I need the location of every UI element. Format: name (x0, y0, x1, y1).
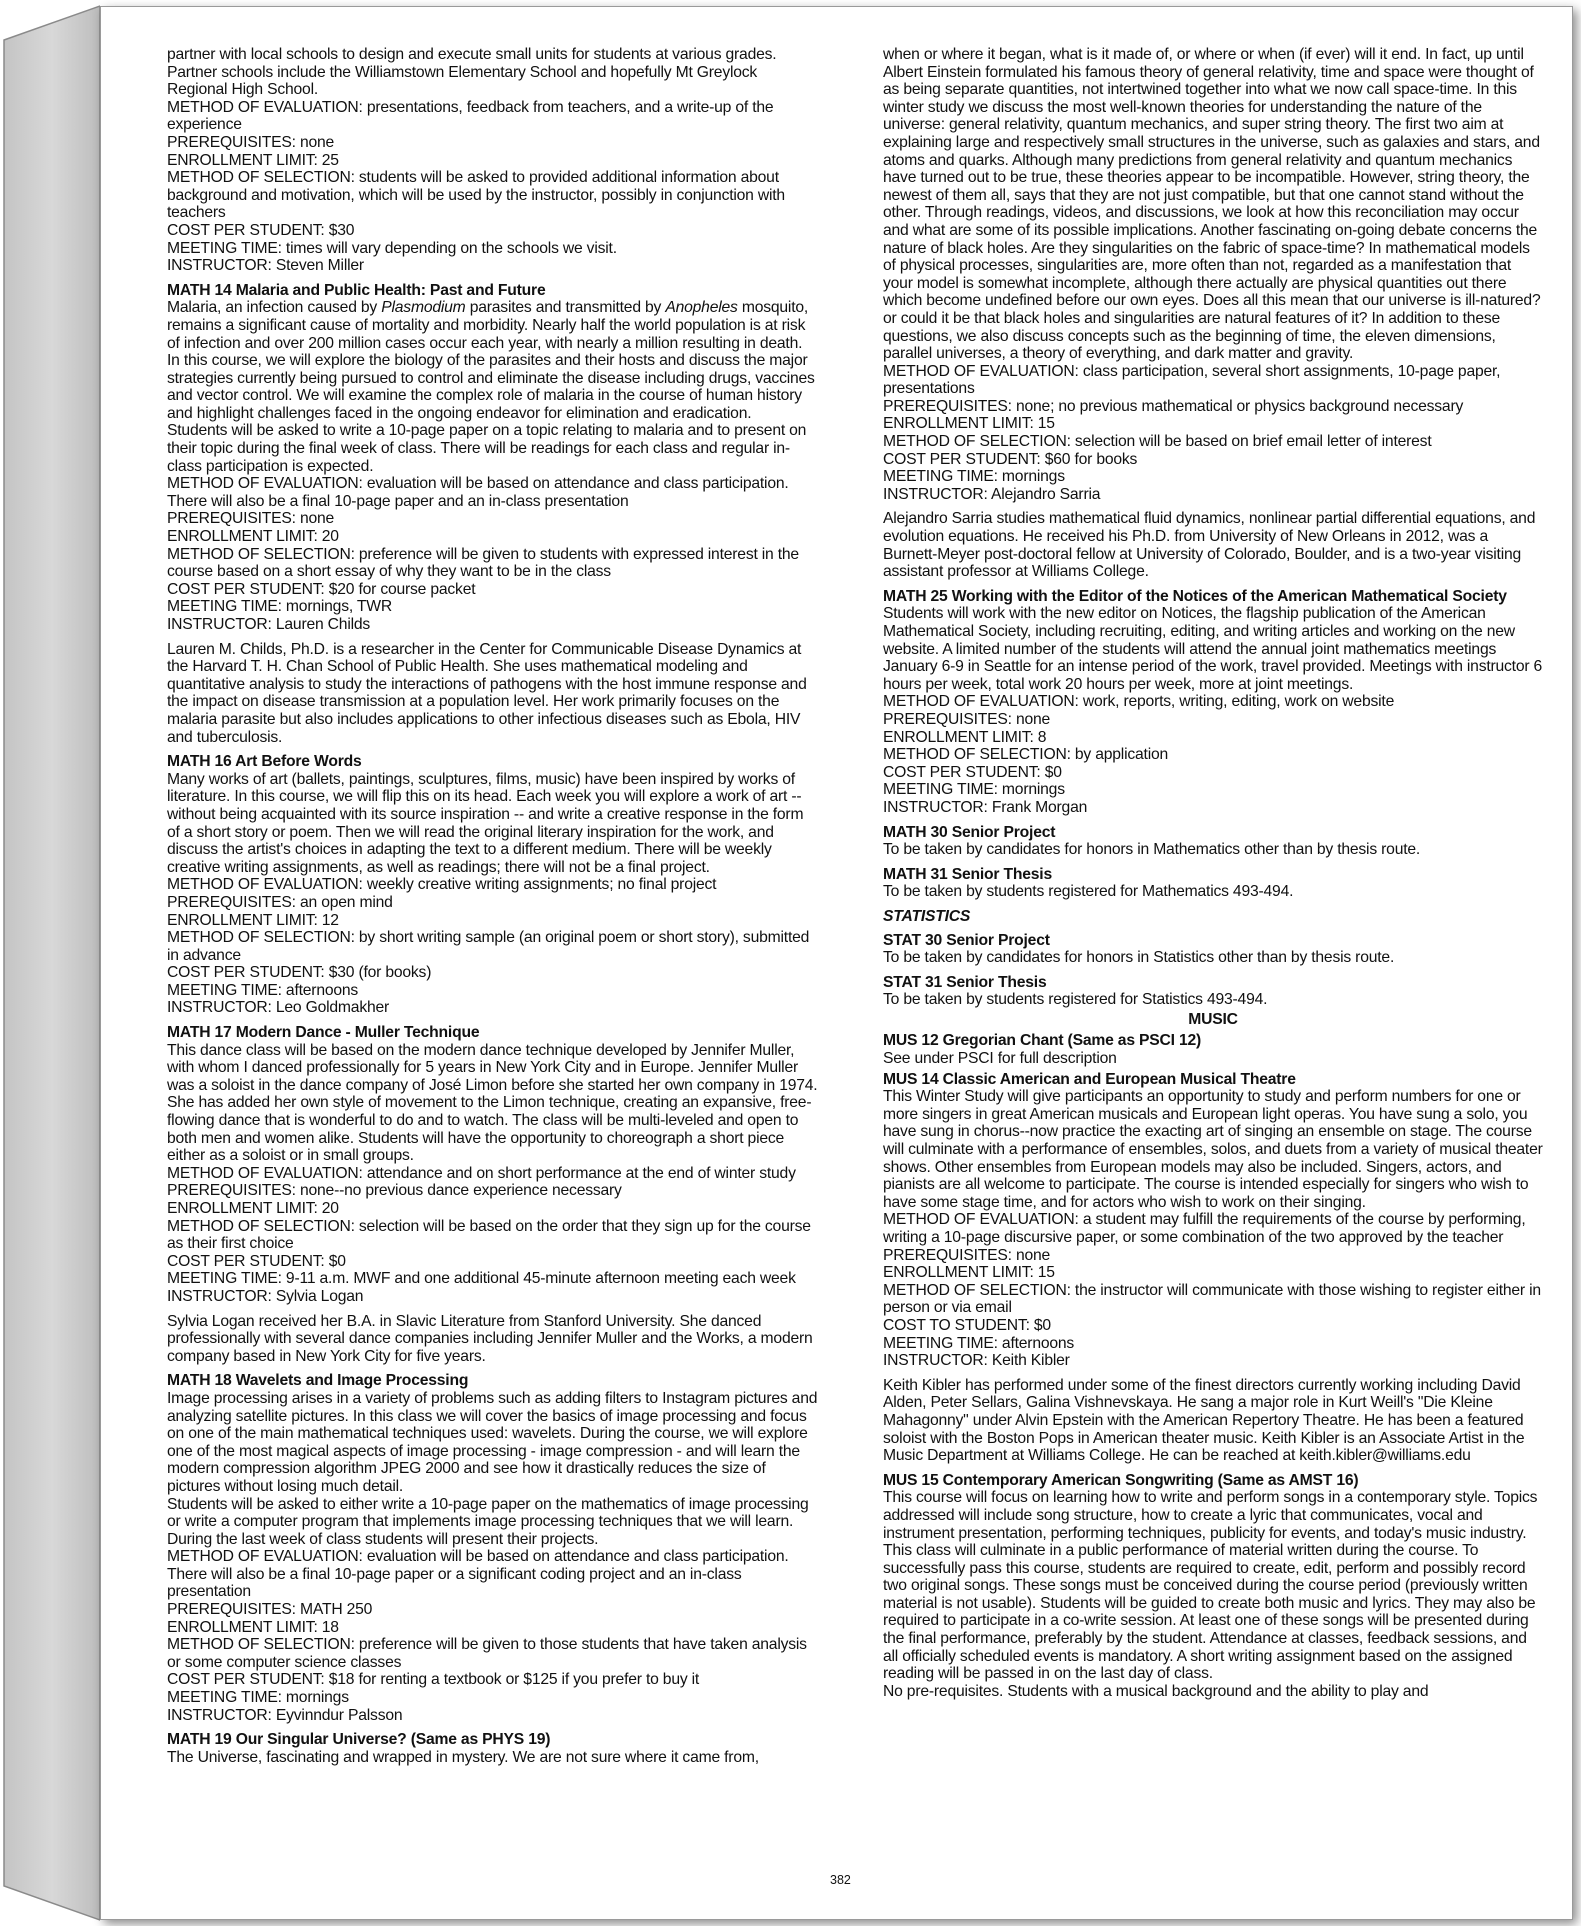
course-title: MATH 19 Our Singular Universe? (Same as PHYS 19) (167, 1731, 551, 1749)
prerequisites-line: PREREQUISITES: none (883, 710, 1051, 728)
desc-italic: Plasmodium (381, 299, 466, 317)
instructor-bio: Keith Kibler has performed under some of the finest directors currently working including David Alden, Peter Sellars, Galina Vishnevskaya. He sang a major role in Kurt Weill's "Die Kleine Mahagonny" under Alvin Epstein with the American Repertory Theatre. He has been a featured soloist with the Boston Pops in American theater music. Keith Kibler is an Associate Artist in the Music Department at Williams College. He can be reached at keith.kibler@williams.edu (883, 1376, 1525, 1465)
desc-italic: Anopheles (665, 299, 738, 317)
left-column (167, 46, 819, 1766)
prerequisites-line: PREREQUISITES: MATH 250 (167, 1601, 373, 1619)
course-mus14 (883, 1071, 1543, 1370)
enrollment-line: ENROLLMENT LIMIT: 12 (167, 911, 339, 929)
course-description: To be taken by candidates for honors in Statistics other than by thesis route. (883, 949, 1395, 967)
meeting-line: MEETING TIME: 9-11 a.m. MWF and one additional 45-minute afternoon meeting each week (167, 1270, 796, 1288)
course-title: STAT 31 Senior Thesis (883, 973, 1047, 991)
course-description: This Winter Study will give participants an opportunity to study and perform numbers for one or more singers in great American musicals and European light operas. You have sung a solo, you have sung in chorus--now practice the exacting art of singing an ensemble on stage. The course will culminate with a performance of ensembles, solos, and duets from a variety of musical theater shows. Other ensembles from European models may also be included. Singers, actors, and pianists are all welcome to participate. The course is intended especially for singers who wish to have some stage time, and for actors who wish to work on their singing. (883, 1088, 1543, 1211)
instructor-line: INSTRUCTOR: Leo Goldmakher (167, 999, 390, 1017)
evaluation-line: METHOD OF EVALUATION: class participation, several short assignments, 10-page paper, presentations (883, 362, 1501, 398)
instructor-bio: Lauren M. Childs, Ph.D. is a researcher in the Center for Communicable Disease Dynamics at the Harvard T. H. Chan School of Public Health. She uses mathematical modeling and quantitative analysis to study the interactions of pathogens with the host immune response and the impact on disease transmission at a population level. Her work primarily focuses on the malaria parasite but also includes applications to other infectious diseases such as Ebola, HIV and tuberculosis. (167, 640, 807, 746)
course-description: To be taken by students registered for Statistics 493-494. (883, 991, 1268, 1009)
math19-continuation (883, 46, 1543, 503)
course-description: Students will work with the new editor on Notices, the flagship publication of the American Mathematical Society, including recruiting, editing, and writing articles and working on the new website. A limited number of the students will attend the annual joint mathematics meetings January 6-9 in Seattle for an intense period of the work, travel provided. Meetings with instructor 6 hours per week, total work 20 hours per week, more at joint meetings. (883, 605, 1543, 693)
selection-line: METHOD OF SELECTION: the instructor will communicate with those wishing to register either in person or via email (883, 1281, 1541, 1317)
cost-line: COST PER STUDENT: $20 for course packet (167, 580, 476, 598)
desc-part: mosquito, remains a significant cause of mortality and morbidity. Nearly half the world population is at risk of infection and over 200 million cases occur each year, with nearly a million resulting in death. In this course, we will explore the biology of the parasites and their hosts and discuss the major strategies currently being pursued to control and eliminate the disease including drugs, vaccines and vector control. We will examine the complex role of malaria in the course of human history and highlight challenges faced in the ongoing endeavor for elimination and eradication. (167, 299, 815, 422)
course-description: To be taken by candidates for honors in Mathematics other than by thesis route. (883, 841, 1421, 859)
evaluation-line: METHOD OF EVALUATION: attendance and on short performance at the end of winter study (167, 1164, 796, 1182)
cost-line: COST PER STUDENT: $0 (883, 763, 1062, 781)
prerequisites-line: PREREQUISITES: none (167, 133, 335, 151)
course-stat31 (883, 974, 1543, 1009)
course-description: See under PSCI for full description (883, 1050, 1117, 1068)
course-math19 (167, 1731, 819, 1766)
prerequisites-line: PREREQUISITES: an open mind (167, 893, 393, 911)
meeting-line: MEETING TIME: afternoons (167, 981, 359, 999)
cost-line: COST PER STUDENT: $30 (for books) (167, 964, 432, 982)
course-description: To be taken by students registered for Mathematics 493-494. (883, 883, 1294, 901)
enrollment-line: ENROLLMENT LIMIT: 18 (167, 1618, 339, 1636)
enrollment-line: ENROLLMENT LIMIT: 15 (883, 1264, 1055, 1282)
instructor-line: INSTRUCTOR: Lauren Childs (167, 616, 371, 633)
evaluation-line: METHOD OF EVALUATION: a student may fulfill the requirements of the course by performing, writing a 10-page discursive paper, or some combination of the two approved by the teacher (883, 1211, 1526, 1246)
evaluation-line: METHOD OF EVALUATION: evaluation will be based on attendance and class participation. There will also be a final 10-page paper and an in-class presentation (167, 475, 789, 510)
meeting-line: MEETING TIME: mornings (883, 781, 1065, 799)
desc-part: parasites and transmitted by (465, 299, 666, 317)
cost-line: COST PER STUDENT: $60 for books (883, 450, 1138, 468)
enrollment-line: ENROLLMENT LIMIT: 20 (167, 1200, 339, 1217)
cost-line: COST TO STUDENT: $0 (883, 1316, 1051, 1334)
course-math18 (167, 1372, 819, 1724)
course-title: MATH 30 Senior Project (883, 823, 1056, 841)
course-description: Image processing arises in a variety of problems such as adding filters to Instagram pictures and analyzing satellite pictures. In this class we will cover the basics of image processing and focus on one of the main mathematical techniques used: wavelets. During the course, we will explore one of the most magical aspects of image processing - image compression - and will learn the modern compression algorithm JPEG 2000 and see how it drastically reduces the size of pictures without losing much detail. (167, 1389, 818, 1495)
course-description: when or where it began, what is it made of, or where or when (if ever) will it end. In fact, up until Albert Einstein formulated his famous theory of general relativity, time and space were thought of as being separate quantities, not intertwined together into what we now call space-time. In this winter study we discuss the most well-known theories for understanding the nature of the universe: general relativity, quantum mechanics, and super string theory. The first two aim at explaining large and respectively small structures in the universe, such as galaxies and stars, and atoms and quarks. Although many predictions from general relativity and quantum mechanics have turned out to be true, these theories appear to be incompatible. However, string theory, the newest of them all, says that they are not just compatible, but that one cannot stand without the other. Through readings, videos, and discussions, we look at how this reconciliation may occur and what are some of its possible implications. Another fascinating on-going debate concerns the nature of black holes. Are they singularities on the fabric of space-time? In mathematical models of physical processes, singularities are, more often than not, regarded as a manifestation that your model is somewhat incomplete, although there actually are physical quantities out there which become undefined before our own eyes. Does all this mean that our universe is ill-natured? or could it be that black holes and singularities are natural features of it? In addition to these questions, we also discuss concepts such as the beginning of time, the eleven dimensions, parallel universes, a theory of everything, and dark matter and gravity. (883, 46, 1541, 363)
page-number: 382 (830, 1873, 851, 1887)
instructor-bio: Alejandro Sarria studies mathematical fluid dynamics, nonlinear partial differential equations, and evolution equations. He received his Ph.D. from University of New Orleans in 2012, was a Burnett-Meyer post-doctoral fellow at University of Colorado, Boulder, and is a two-year visiting assistant professor at Williams College. (883, 510, 1536, 581)
section-heading-music: MUSIC (1188, 1010, 1238, 1028)
selection-line: METHOD OF SELECTION: by application (883, 746, 1169, 764)
course-title: MUS 14 Classic American and European Musical Theatre (883, 1070, 1296, 1088)
evaluation-line: METHOD OF EVALUATION: presentations, feedback from teachers, and a write-up of the experience (167, 98, 774, 134)
meeting-line: MEETING TIME: times will vary depending on the schools we visit. (167, 239, 617, 257)
evaluation-line: METHOD OF EVALUATION: evaluation will be based on attendance and class participation. There will also be a final 10-page paper or a significant coding project and an in-class presentation (167, 1548, 789, 1601)
course-title: MATH 14 Malaria and Public Health: Past and Future (167, 281, 546, 299)
selection-line: METHOD OF SELECTION: selection will be based on the order that they sign up for the course as their first choice (167, 1217, 811, 1253)
course-math14 (167, 282, 819, 634)
course-description: The Universe, fascinating and wrapped in mystery. We are not sure where it came from, (167, 1748, 759, 1766)
course-mus12 (883, 1032, 1543, 1067)
instructor-line: INSTRUCTOR: Eyvinndur Palsson (167, 1706, 403, 1724)
selection-line: METHOD OF SELECTION: students will be asked to provided additional information about background and motivation, which will be used by the instructor, possibly in conjunction with teachers (167, 169, 785, 222)
course-description (167, 299, 819, 422)
instructor-line: INSTRUCTOR: Sylvia Logan (167, 1287, 364, 1305)
evaluation-line: METHOD OF EVALUATION: weekly creative writing assignments; no final project (167, 876, 717, 894)
body-text: Students will be asked to either write a 10-page paper on the mathematics of image processing or write a computer program that implements image processing techniques that we will learn. During the last week of class students will present their projects. (167, 1495, 809, 1548)
selection-line: METHOD OF SELECTION: selection will be based on brief email letter of interest (883, 433, 1432, 451)
section-heading-statistics: STATISTICS (883, 907, 971, 925)
course-title: MATH 18 Wavelets and Image Processing (167, 1372, 469, 1390)
cost-line: COST PER STUDENT: $0 (167, 1252, 346, 1270)
course-math31 (883, 866, 1543, 901)
course-mus15 (883, 1472, 1543, 1701)
math13-continuation (167, 46, 819, 275)
prerequisites-line: PREREQUISITES: none--no previous dance experience necessary (167, 1182, 622, 1200)
course-description: This dance class will be based on the modern dance technique developed by Jennifer Muller, with whom I danced professionally for 5 years in New York City and in Europe. Jennifer Muller was a soloist in the dance company of José Limon before she started her own company in 1974. She has added her own style of movement to the Limon technique, creating an expansive, free-flowing dance that is wonderful to do and to watch. The class will be multi-leveled and open to both men and women alike. Students will have the opportunity to choreograph a short piece either as a soloist or in small groups. (167, 1041, 818, 1165)
instructor-line: INSTRUCTOR: Steven Miller (167, 257, 364, 275)
evaluation-line: METHOD OF EVALUATION: work, reports, writing, editing, work on website (883, 693, 1395, 711)
book-edge-shadow (0, 0, 100, 1926)
meeting-line: MEETING TIME: mornings (883, 468, 1065, 486)
document-page (100, 6, 1573, 1920)
course-title: MUS 12 Gregorian Chant (Same as PSCI 12) (883, 1032, 1202, 1050)
body-text: Students will be asked to write a 10-page paper on a topic relating to malaria and to present on their topic during the final week of class. There will be readings for each class and regular in-class participation is expected. (167, 422, 807, 475)
course-math17 (167, 1024, 819, 1306)
selection-line: METHOD OF SELECTION: preference will be given to those students that have taken analysis or some computer science classes (167, 1636, 807, 1671)
course-description: Many works of art (ballets, paintings, sculptures, films, music) have been inspired by works of literature. In this course, we will flip this on its head. Each week you will explore a work of art -- without being acquainted with its source inspiration -- and write a creative response in the form of a short story or poem. Then we will read the original literary inspiration for the work, and discuss the artist's choices in adapting the text to a different medium. There will be weekly creative writing assignments, as well as readings; there will not be a final project. (167, 770, 804, 876)
instructor-line: INSTRUCTOR: Alejandro Sarria (883, 485, 1101, 503)
prerequisites-line: PREREQUISITES: none; no previous mathematical or physics background necessary (883, 397, 1464, 415)
course-title: MATH 25 Working with the Editor of the Notices of the American Mathematical Society (883, 587, 1507, 605)
cost-line: COST PER STUDENT: $18 for renting a textbook or $125 if you prefer to buy it (167, 1671, 700, 1689)
meeting-line: MEETING TIME: mornings (167, 1689, 349, 1707)
course-title: MUS 15 Contemporary American Songwriting (Same as AMST 16) (883, 1471, 1359, 1489)
course-math25 (883, 588, 1543, 817)
meeting-line: MEETING TIME: mornings, TWR (167, 598, 393, 616)
course-description: This course will focus on learning how to write and perform songs in a contemporary style. Topics addressed will include song structure, how to create a lyric that communicates, vocal and instrument presentation, performing techniques, publicity for events, and today's music industry. This class will culminate in a public performance of material written during the course. To successfully pass this course, students are required to create, edit, perform and possibly record two original songs. These songs must be conceived during the course period (previously written material is not usable). Students will be guided to create both music and lyrics. They may also be required to participate in a co-write session. At least one of these songs will be presented during the final performance, preferably by the student. Attendance at classes, feedback sessions, and all officially scheduled events is mandatory. A short writing assignment based on the assigned reading will be passed in on the last day of class. (883, 1489, 1538, 1683)
enrollment-line: ENROLLMENT LIMIT: 25 (167, 151, 339, 169)
prerequisites-line: PREREQUISITES: none (167, 510, 335, 528)
meeting-line: MEETING TIME: afternoons (883, 1334, 1075, 1352)
enrollment-line: ENROLLMENT LIMIT: 8 (883, 728, 1047, 746)
course-title: MATH 17 Modern Dance - Muller Technique (167, 1024, 480, 1042)
course-title: MATH 16 Art Before Words (167, 753, 362, 771)
enrollment-line: ENROLLMENT LIMIT: 15 (883, 415, 1055, 433)
course-math30 (883, 824, 1543, 859)
course-title: MATH 31 Senior Thesis (883, 865, 1052, 883)
course-math16 (167, 753, 819, 1017)
cost-line: COST PER STUDENT: $30 (167, 221, 355, 239)
right-column (883, 46, 1543, 1700)
enrollment-line: ENROLLMENT LIMIT: 20 (167, 528, 339, 546)
course-title: STAT 30 Senior Project (883, 931, 1050, 949)
body-text: partner with local schools to design and execute small units for students at various grades. Partner schools include the Williamstown Elementary School and hopefully Mt Greylock Regional High School. (167, 46, 777, 99)
selection-line: METHOD OF SELECTION: preference will be given to students with expressed interest in the course based on a short essay of why they want to be in the class (167, 545, 799, 581)
selection-line: METHOD OF SELECTION: by short writing sample (an original poem or short story), submitted in advance (167, 929, 810, 964)
desc-part: Malaria, an infection caused by (167, 299, 382, 317)
instructor-bio: Sylvia Logan received her B.A. in Slavic Literature from Stanford University. She danced professionally with several dance companies including Jennifer Muller and the Works, a modern company based in New York City for five years. (167, 1312, 813, 1365)
prerequisites-line: PREREQUISITES: none (883, 1246, 1051, 1264)
body-text: No pre-requisites. Students with a musical background and the ability to play and (883, 1682, 1429, 1700)
instructor-line: INSTRUCTOR: Frank Morgan (883, 798, 1088, 816)
course-stat30 (883, 932, 1543, 967)
instructor-line: INSTRUCTOR: Keith Kibler (883, 1352, 1070, 1370)
